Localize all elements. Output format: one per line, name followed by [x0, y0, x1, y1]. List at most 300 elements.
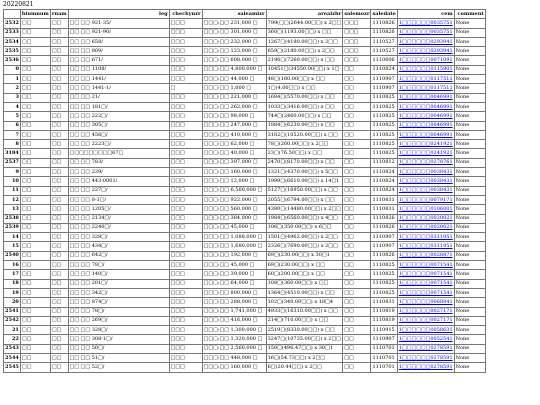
cell-comment: None: [454, 335, 485, 344]
cell-cem[interactable]: 1□□□□□□0079171: [397, 195, 454, 204]
table-row: [4, 298, 486, 307]
cell-salemozr: □□: [343, 195, 371, 204]
cell-checkynzr: □□□: [169, 37, 202, 46]
cell-saledate: 1110825: [371, 130, 397, 139]
cell-leg: □□ □□ 50□/: [68, 344, 169, 353]
cell-biumnum: □□: [20, 270, 50, 279]
cell-salemozr: □□: [343, 168, 371, 177]
cell-salemozr: □□: [343, 233, 371, 242]
cell-checkynzr: □□□: [169, 112, 202, 121]
cell-index: 2539: [4, 223, 21, 232]
cell-cem[interactable]: 1□□□□□□0241921: [397, 149, 454, 158]
cell-cem[interactable]: 1□□□□□□0278761: [397, 158, 454, 167]
cell-index: 22: [4, 335, 21, 344]
cell-areaizhr: 2055□(6794.00□□) x □□: [266, 195, 343, 204]
cell-areaizhr: 744□(2460.00□□) x □□: [266, 112, 343, 121]
cell-index: 21: [4, 326, 21, 335]
cell-rnam: □□: [50, 37, 68, 46]
cell-salemozr: □□: [343, 158, 371, 167]
cell-rnam: □□: [50, 223, 68, 232]
cell-cem[interactable]: 1□□□□□□0046991: [397, 112, 454, 121]
table-row: [4, 233, 486, 242]
cell-comment: None: [454, 205, 485, 214]
cell-saledate: 1110701: [371, 344, 397, 353]
cell-cem[interactable]: 1□□□□□□0117511: [397, 75, 454, 84]
cell-saledate: 1110825: [371, 93, 397, 102]
cell-comment: None: [454, 233, 485, 242]
cell-areaizhr: 69□(230.00□□) x 30□1: [266, 251, 343, 260]
cell-checkynzr: □□□: [169, 149, 202, 158]
cell-areaizhr: 150□(496.47□□) x 30□1: [266, 344, 343, 353]
cell-leg: □□ □□ 671/: [68, 56, 169, 65]
cell-areaizhr: 108□(360.00□□) x □□: [266, 279, 343, 288]
cell-checkynzr: □□□: [169, 335, 202, 344]
cell-areaizhr: 1984□(6560.00□□) x 4□□: [266, 214, 343, 223]
cell-salemozr: □□: [343, 84, 371, 93]
cell-biumnum: □□: [20, 316, 50, 325]
cell-checkynzr: □□□: [169, 65, 202, 74]
cell-checkynzr: □□□: [169, 344, 202, 353]
cell-rnam: □□: [50, 233, 68, 242]
cell-checkynzr: □□□: [169, 177, 202, 186]
cell-leg: □□ □□ 2134□/: [68, 214, 169, 223]
cell-checkynzr: □□□: [169, 233, 202, 242]
cell-saledate: 1110915: [371, 326, 397, 335]
cell-comment: None: [454, 353, 485, 362]
cell-salemozr: □□□: [343, 28, 371, 37]
cell-cem[interactable]: 1□□□□□□0293941: [397, 47, 454, 56]
cell-cem[interactable]: 1□□□□□□0020021: [397, 223, 454, 232]
table-row: [4, 223, 486, 232]
cell-comment: None: [454, 140, 485, 149]
cell-leg: □□ □□ 1441-1/: [68, 84, 169, 93]
cell-areaizhr: 2470□(8170.00□□) x □□: [266, 158, 343, 167]
cell-saledate: 1110819: [371, 307, 397, 316]
cell-saleamizr: □□□:□□ 1,320,000 □: [202, 335, 266, 344]
cell-saleamizr: □□□:□□ 448,000 □: [202, 353, 266, 362]
cell-saleamizr: □□□:□□ 608,000 □: [202, 56, 266, 65]
cell-saleamizr: □□□:□□ 221,000 □: [202, 93, 266, 102]
cell-leg: □□ □□ 222□/: [68, 112, 169, 121]
cell-rnam: □□: [50, 186, 68, 195]
table-row: [4, 335, 486, 344]
cell-leg: □□ □□ 443-0001/: [68, 177, 169, 186]
table-row: [4, 261, 486, 270]
cell-biumnum: □□: [20, 307, 50, 316]
cell-biumnum: □□: [20, 28, 50, 37]
cell-checkynzr: □□□: [169, 316, 202, 325]
cell-biumnum: □□: [20, 149, 50, 158]
cell-saledate: 1110825: [371, 140, 397, 149]
cell-index: 7: [4, 130, 21, 139]
table-row: [4, 28, 486, 37]
cell-salemozr: □□: [343, 149, 371, 158]
cell-rnam: □□: [50, 195, 68, 204]
cell-leg: □□ □□ 21/: [68, 93, 169, 102]
cell-cem[interactable]: 1□□□□□□0046991: [397, 93, 454, 102]
cell-saledate: 1110701: [371, 353, 397, 362]
cell-areaizhr: 214□(710.00□□) x □□: [266, 316, 343, 325]
column-header-rnam: rnam: [50, 10, 68, 19]
cell-saledate: 1110527: [371, 37, 397, 46]
column-header-cem: cem: [397, 10, 454, 19]
table-row: [4, 47, 486, 56]
cell-saledate: 1110831: [371, 205, 397, 214]
cell-biumnum: □□: [20, 93, 50, 102]
cell-comment: None: [454, 307, 485, 316]
cell-leg: □□ □□ 921-90/: [68, 28, 169, 37]
cell-rnam: □□: [50, 335, 68, 344]
cell-index: 14: [4, 233, 21, 242]
cell-areaizhr: 1884□(6230.00□□) x □□: [266, 121, 343, 130]
cell-checkynzr: □□□: [169, 140, 202, 149]
cell-saledate: 1110606: [371, 56, 397, 65]
cell-areaizhr: 799(□□(2644.00□□) x 2□□: [266, 19, 343, 28]
table-row: [4, 326, 486, 335]
cell-biumnum: □□: [20, 261, 50, 270]
cell-comment: None: [454, 93, 485, 102]
cell-cem[interactable]: 1□□□□□□0027171: [397, 316, 454, 325]
cell-rnam: □□: [50, 75, 68, 84]
cell-areaizhr: 60□(200.00□□) x □□: [266, 270, 343, 279]
cell-cem[interactable]: 1□□□□□□0046991: [397, 130, 454, 139]
cell-biumnum: □□: [20, 205, 50, 214]
cell-biumnum: □□: [20, 112, 50, 121]
cell-index: 10: [4, 177, 21, 186]
cell-biumnum: □□: [20, 65, 50, 74]
cell-areaizhr: 5127□(16950.00□□) x □□: [266, 186, 343, 195]
cell-index: 11: [4, 186, 21, 195]
cell-biumnum: □□: [20, 75, 50, 84]
cell-index: 2541: [4, 307, 21, 316]
cell-leg: □□ □□ 456□/: [68, 130, 169, 139]
table-row: [4, 195, 486, 204]
cell-comment: None: [454, 177, 485, 186]
cell-salemozr: □□: [343, 251, 371, 260]
cell-rnam: □□: [50, 158, 68, 167]
cell-index: 2540: [4, 251, 21, 260]
cell-biumnum: □□: [20, 326, 50, 335]
cell-salemozr: □□: [343, 205, 371, 214]
cell-salemozr: □□: [343, 335, 371, 344]
cell-leg: □□ □□ 78□/: [68, 261, 169, 270]
cell-leg: □□ □□ 921-35/: [68, 19, 169, 28]
cell-saledate: 1110826: [371, 28, 397, 37]
cell-salemozr: □□: [343, 353, 371, 362]
cell-saleamizr: □□□:□□ 44,000 □: [202, 75, 266, 84]
cell-salemozr: □□: [343, 261, 371, 270]
cell-salemozr: □□□: [343, 47, 371, 56]
cell-checkynzr: □□□: [169, 93, 202, 102]
table-row: [4, 37, 486, 46]
cell-areaizhr: 1684□(5570.00□□) x □□: [266, 93, 343, 102]
cell-areaizhr: 3247□(10735.00□□) x 2□□: [266, 335, 343, 344]
cell-saledate: 1110701: [371, 363, 397, 372]
column-header-saledate: saledate: [371, 10, 397, 19]
cell-saleamizr: □□□:□□ 232,000 □: [202, 37, 266, 46]
cell-cem[interactable]: 1□□□□□□0046991: [397, 121, 454, 130]
column-header-biumnum: biumnum: [20, 10, 50, 19]
cell-salemozr: □□: [343, 242, 371, 251]
cell-rnam: □□: [50, 149, 68, 158]
cell-areaizhr: 2196□(7260.00□□) x □□: [266, 56, 343, 65]
table-row: [4, 19, 486, 28]
cell-rnam: □□: [50, 242, 68, 251]
cell-cem[interactable]: 1□□□□□□0028871: [397, 251, 454, 260]
cell-rnam: □□: [50, 177, 68, 186]
cell-biumnum: □□: [20, 130, 50, 139]
cell-checkynzr: □□□: [169, 47, 202, 56]
cell-areaizhr: 4933□(16310.00□□) x □□: [266, 307, 343, 316]
table-row: [4, 288, 486, 297]
cell-salemozr: □□: [343, 65, 371, 74]
cell-comment: None: [454, 168, 485, 177]
cell-checkynzr: □□□: [169, 75, 202, 84]
table-header-row: [4, 10, 486, 19]
cell-saleamizr: □□□:□□ 231,000 □: [202, 19, 266, 28]
cell-cem[interactable]: 1□□□□□□0311951: [397, 242, 454, 251]
cell-areaizhr: 4380□(14480.00□□) x 2□□: [266, 205, 343, 214]
cell-checkynzr: □□□: [169, 279, 202, 288]
cell-cem[interactable]: 1□□□□□□0038431: [397, 186, 454, 195]
cell-index: 0: [4, 65, 21, 74]
cell-leg: □□ □□ 308-1□/: [68, 335, 169, 344]
cell-index: 3: [4, 93, 21, 102]
cell-checkynzr: □□□: [169, 326, 202, 335]
cell-saleamizr: □□□:□□ 262,000 □: [202, 102, 266, 111]
cell-saledate: 1110826: [371, 19, 397, 28]
cell-saleamizr: □□□:□□ 192,000 □: [202, 251, 266, 260]
cell-salemozr: □□: [343, 112, 371, 121]
cell-comment: None: [454, 186, 485, 195]
cell-index: 12: [4, 195, 21, 204]
cell-rnam: □□: [50, 279, 68, 288]
cell-cem[interactable]: 1□□□□□□0038431: [397, 168, 454, 177]
cell-saleamizr: □□□:□□ 800,000 □: [202, 288, 266, 297]
cell-leg: □□ □□ 642□/: [68, 251, 169, 260]
cell-saledate: 1110812: [371, 158, 397, 167]
cell-index: 2534: [4, 37, 21, 46]
cell-salemozr: □□: [343, 344, 371, 353]
cell-rnam: □□: [50, 47, 68, 56]
cell-cem[interactable]: 1□□□□□□0068841: [397, 298, 454, 307]
cell-saledate: 1110825: [371, 261, 397, 270]
cell-comment: None: [454, 298, 485, 307]
cell-rnam: □□: [50, 121, 68, 130]
cell-saledate: 1110824: [371, 168, 397, 177]
cell-checkynzr: □□□: [169, 158, 202, 167]
cell-cem[interactable]: 1□□□□□□0020021: [397, 214, 454, 223]
cell-saleamizr: □□□:□□ 39,000 □: [202, 270, 266, 279]
cell-saledate: 1110826: [371, 251, 397, 260]
cell-index: 18: [4, 279, 21, 288]
cell-cem[interactable]: 1□□□□□□0052541: [397, 335, 454, 344]
table-row: [4, 344, 486, 353]
cell-cem[interactable]: 1□□□□□□0278591: [397, 344, 454, 353]
cell-rnam: □□: [50, 363, 68, 372]
cell-biumnum: □□: [20, 298, 50, 307]
cell-checkynzr: □□□: [169, 195, 202, 204]
cell-cem[interactable]: 1□□□□□□0027171: [397, 307, 454, 316]
cell-saleamizr: □□□:□□ 45,000 □: [202, 223, 266, 232]
cell-biumnum: □□: [20, 279, 50, 288]
cell-areaizhr: 1□(4.00□□) x □□: [266, 84, 343, 93]
cell-rnam: □□: [50, 140, 68, 149]
cell-checkynzr: □□□: [169, 56, 202, 65]
cell-cem[interactable]: 1□□□□□□0106001: [397, 205, 454, 214]
cell-leg: □□ □□ 328□/: [68, 326, 169, 335]
cell-biumnum: □□: [20, 223, 50, 232]
cell-index: 2538: [4, 214, 21, 223]
cell-areaizhr: 3182□(10520.00□□) x □□: [266, 130, 343, 139]
cell-cem[interactable]: 1□□□□□□0046991: [397, 102, 454, 111]
cell-biumnum: □□: [20, 37, 50, 46]
cell-comment: None: [454, 102, 485, 111]
cell-areaizhr: 1501□(4962.00□□) x 2□□: [266, 233, 343, 242]
cell-comment: None: [454, 149, 485, 158]
cell-biumnum: □□: [20, 186, 50, 195]
cell-index: 2532: [4, 19, 21, 28]
cell-rnam: □□: [50, 102, 68, 111]
table-row: [4, 214, 486, 223]
cell-cem[interactable]: 1□□□□□□0035751: [397, 28, 454, 37]
cell-comment: None: [454, 84, 485, 93]
cell-cem[interactable]: 1□□□□□□0035751: [397, 19, 454, 28]
cell-areaizhr: 1364□(4510.00□□) x □□: [266, 288, 343, 297]
cell-rnam: □□: [50, 251, 68, 260]
cell-comment: None: [454, 270, 485, 279]
table-row: [4, 177, 486, 186]
cell-salemozr: □□: [343, 288, 371, 297]
cell-biumnum: □□: [20, 56, 50, 65]
cell-index: 2535: [4, 47, 21, 56]
cell-areaizhr: 659□(2180.00□□) x 2□□: [266, 47, 343, 56]
cell-index: 4: [4, 102, 21, 111]
cell-index: 2543: [4, 344, 21, 353]
table-body: [4, 19, 486, 372]
cell-checkynzr: □□□: [169, 223, 202, 232]
cell-areaizhr: 1999□(6610.00□□) x 14□1: [266, 177, 343, 186]
cell-biumnum: □□: [20, 158, 50, 167]
cell-cem[interactable]: 1□□□□□□0278591: [397, 353, 454, 362]
cell-cem[interactable]: 1□□□□□□0071541: [397, 288, 454, 297]
cell-salemozr: □□: [343, 279, 371, 288]
cell-biumnum: □□: [20, 214, 50, 223]
cell-biumnum: □□: [20, 84, 50, 93]
cell-cem[interactable]: 1□□□□□□0058631: [397, 326, 454, 335]
cell-salemozr: □□: [343, 298, 371, 307]
cell-saledate: 1110907: [371, 75, 397, 84]
cell-cem[interactable]: 1□□□□□□0038431: [397, 177, 454, 186]
cell-index: 15: [4, 242, 21, 251]
cell-rnam: □□: [50, 56, 68, 65]
table-row: [4, 121, 486, 130]
cell-salemozr: □□□: [343, 56, 371, 65]
cell-comment: None: [454, 251, 485, 260]
cell-areaizhr: 78□(260.00□□) x 2□□: [266, 140, 343, 149]
cell-index: 8: [4, 140, 21, 149]
cell-leg: □□ □□ 809/: [68, 47, 169, 56]
cell-cem[interactable]: 1□□□□□□0071541: [397, 261, 454, 270]
cell-salemozr: □□: [343, 307, 371, 316]
cell-rnam: □□: [50, 19, 68, 28]
cell-cem[interactable]: 1□□□□□□0278591: [397, 363, 454, 372]
cell-leg: □□ □□ 1441/: [68, 75, 169, 84]
cell-saleamizr: □□□:□□ 560,000 □: [202, 205, 266, 214]
cell-comment: None: [454, 223, 485, 232]
table-row: [4, 242, 486, 251]
cell-index: 16: [4, 261, 21, 270]
cell-comment: None: [454, 195, 485, 204]
cell-comment: None: [454, 242, 485, 251]
cell-cem[interactable]: 1□□□□□□0293941: [397, 37, 454, 46]
cell-rnam: □□: [50, 261, 68, 270]
cell-saledate: 1110825: [371, 102, 397, 111]
cell-cem[interactable]: 1□□□□□□0071091: [397, 56, 454, 65]
cell-rnam: □□: [50, 93, 68, 102]
cell-cem[interactable]: 1□□□□□□0115901: [397, 65, 454, 74]
cell-saledate: 1110825: [371, 288, 397, 297]
cell-checkynzr: □□□: [169, 270, 202, 279]
table-row: [4, 102, 486, 111]
cell-checkynzr: □□□: [169, 298, 202, 307]
cell-biumnum: □□: [20, 47, 50, 56]
column-header-index: [4, 10, 21, 19]
cell-cem[interactable]: 1□□□□□□0311951: [397, 233, 454, 242]
cell-leg: □□ □□ 140□/: [68, 270, 169, 279]
cell-cem[interactable]: 1□□□□□□0071541: [397, 270, 454, 279]
cell-salemozr: □□□: [343, 19, 371, 28]
cell-saledate: 1110825: [371, 149, 397, 158]
cell-comment: None: [454, 279, 485, 288]
cell-checkynzr: □□□: [169, 168, 202, 177]
cell-checkynzr: □□□: [169, 214, 202, 223]
cell-leg: □□ □□ 51□/: [68, 353, 169, 362]
table-row: [4, 316, 486, 325]
cell-checkynzr: □□□: [169, 19, 202, 28]
cell-biumnum: □□: [20, 363, 50, 372]
cell-cem[interactable]: 1□□□□□□0117511: [397, 84, 454, 93]
cell-rnam: □□: [50, 307, 68, 316]
cell-leg: □□ □□ 328□/: [68, 233, 169, 242]
cell-salemozr: □□: [343, 177, 371, 186]
cell-leg: □□ □□ 658/: [68, 37, 169, 46]
column-header-leg: leg: [68, 10, 169, 19]
table-row: [4, 353, 486, 362]
table-row: [4, 186, 486, 195]
cell-cem[interactable]: 1□□□□□□0071541: [397, 279, 454, 288]
cell-index: 2: [4, 84, 21, 93]
cell-salemozr: □□: [343, 75, 371, 84]
cell-biumnum: □□: [20, 168, 50, 177]
page-title: 20220821: [3, 1, 34, 8]
cell-checkynzr: □□□: [169, 288, 202, 297]
cell-checkynzr: □□□: [169, 251, 202, 260]
table-row: [4, 149, 486, 158]
cell-rnam: □□: [50, 326, 68, 335]
cell-comment: None: [454, 65, 485, 74]
cell-rnam: □□: [50, 28, 68, 37]
cell-salemozr: □□: [343, 214, 371, 223]
cell-areaizhr: 2326□(7690.00□□) x 2□□: [266, 242, 343, 251]
cell-salemozr: □□: [343, 121, 371, 130]
cell-biumnum: □□: [20, 288, 50, 297]
cell-checkynzr: □□□: [169, 130, 202, 139]
cell-comment: None: [454, 112, 485, 121]
cell-saledate: 1110825: [371, 112, 397, 121]
cell-cem[interactable]: 1□□□□□□0241921: [397, 140, 454, 149]
cell-saleamizr: □□□:□□ 1,000 □: [202, 84, 266, 93]
